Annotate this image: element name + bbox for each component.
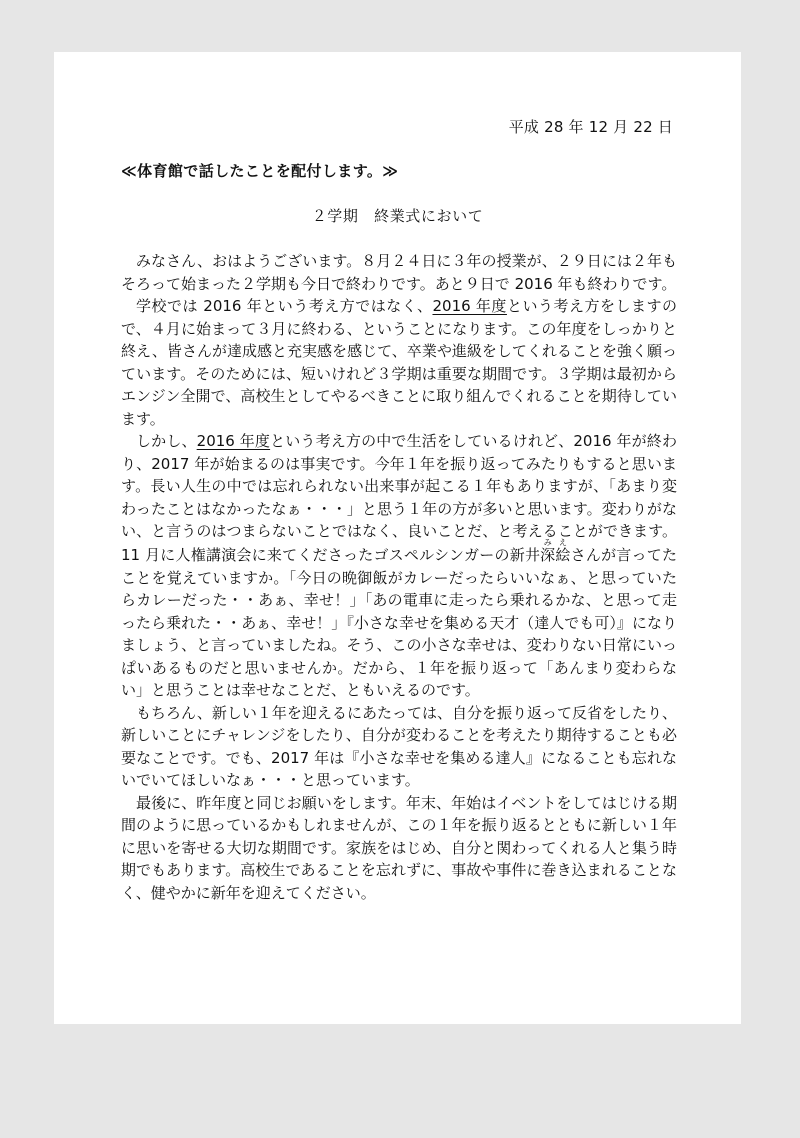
document-title: ２学期 終業式において (311, 207, 484, 225)
document-page (54, 52, 741, 1024)
name-with-furigana (540, 538, 571, 564)
paragraph-3-text-c: さんが言ってたことを覚えていますか。「今日の晩御飯がカレーだったらいいなぁ、と思っていたらカレーだった・・あぁ、幸せ！」「あの電車に走ったら乗れるかな、と思って走ったら乗れた・・あぁ、幸せ！」『小さな幸せを集める天才（達人でも可）』になりましょう、と言っていましたね。そう、この小さな幸せは、変わりない日常にいっぱいあるものだと思いませんか。だから、１年を振り返って「あんまり変わらない」と思うことは幸せなことだ、ともいえるのです。 (121, 546, 677, 699)
underlined-fiscal-year: 2016 年度 (196, 432, 271, 450)
paragraph-4: もちろん、新しい１年を迎えるにあたっては、自分を振り返って反省をしたり、新しいことにチャレンジをしたり、自分が変わることを考えたり期待することも必要なことです。でも、2017 年は『小さな幸せを集める達人』になることも忘れないでいてほしいなぁ・・・と思っています。 (121, 703, 677, 789)
paragraph-3 (121, 430, 677, 702)
paragraph-5: 最後に、昨年度と同じお願いをします。年末、年始はイベントをしてはじける期間のように思っているかもしれませんが、この１年を振り返るとともに新しい１年に思いを寄せる大切な期間です。家族をはじめ、自分と関わってくれる人と集う時期でもあります。高校生であることを忘れずに、事故や事件に巻き込まれることなく、健やかに新年を迎えてください。 (121, 793, 677, 902)
document-date: 平成 28 年 12 月 22 日 (508, 118, 673, 136)
paragraph-3-text-a: しかし、 (136, 432, 197, 450)
paragraph-2-text-b: という考え方をしますので、４月に始まって３月に終わる、ということになります。この年度をしっかりと終え、皆さんが達成感と充実感を感じて、卒業や進級をしてくれることを強く願っています。そのためには、短いけれど３学期は重要な期間です。３学期は最初からエンジン全開で、高校生としてやるべきことに取り組んでくれることを期待しています。 (121, 297, 677, 428)
distribution-notice: ≪体育館で話したことを配付します。≫ (121, 162, 399, 180)
underlined-fiscal-year: 2016 年度 (432, 297, 507, 315)
paragraph-1: みなさん、おはようございます。８月２４日に３年の授業が、２９日には２年もそろって始まった２学期も今日で終わりです。あと９日で 2016 年も終わりです。 (121, 252, 677, 293)
paragraph-2 (121, 295, 677, 430)
furigana: みえ (540, 538, 571, 547)
name-kanji: 深絵 (540, 546, 571, 564)
paragraph-2-text-a: 学校では 2016 年という考え方ではなく、 (136, 297, 433, 315)
speech-body (121, 250, 677, 904)
paragraph-3-text-b: という考え方の中で生活をしているけれど、2016 年が終わり、2017 年が始まるのは事実です。今年１年を振り返ってみたりもすると思います。長い人生の中では忘れられない出来事が起こる１年もありますが、「あまり変わったことはなかったなぁ・・・」と思う１年の方が多いと思います。変わりがない、と言うのはつまらないことではなく、良いことだ、と考えることができます。11 月に人権講演会に来てくださったゴスペルシンガーの新井 (121, 432, 677, 564)
